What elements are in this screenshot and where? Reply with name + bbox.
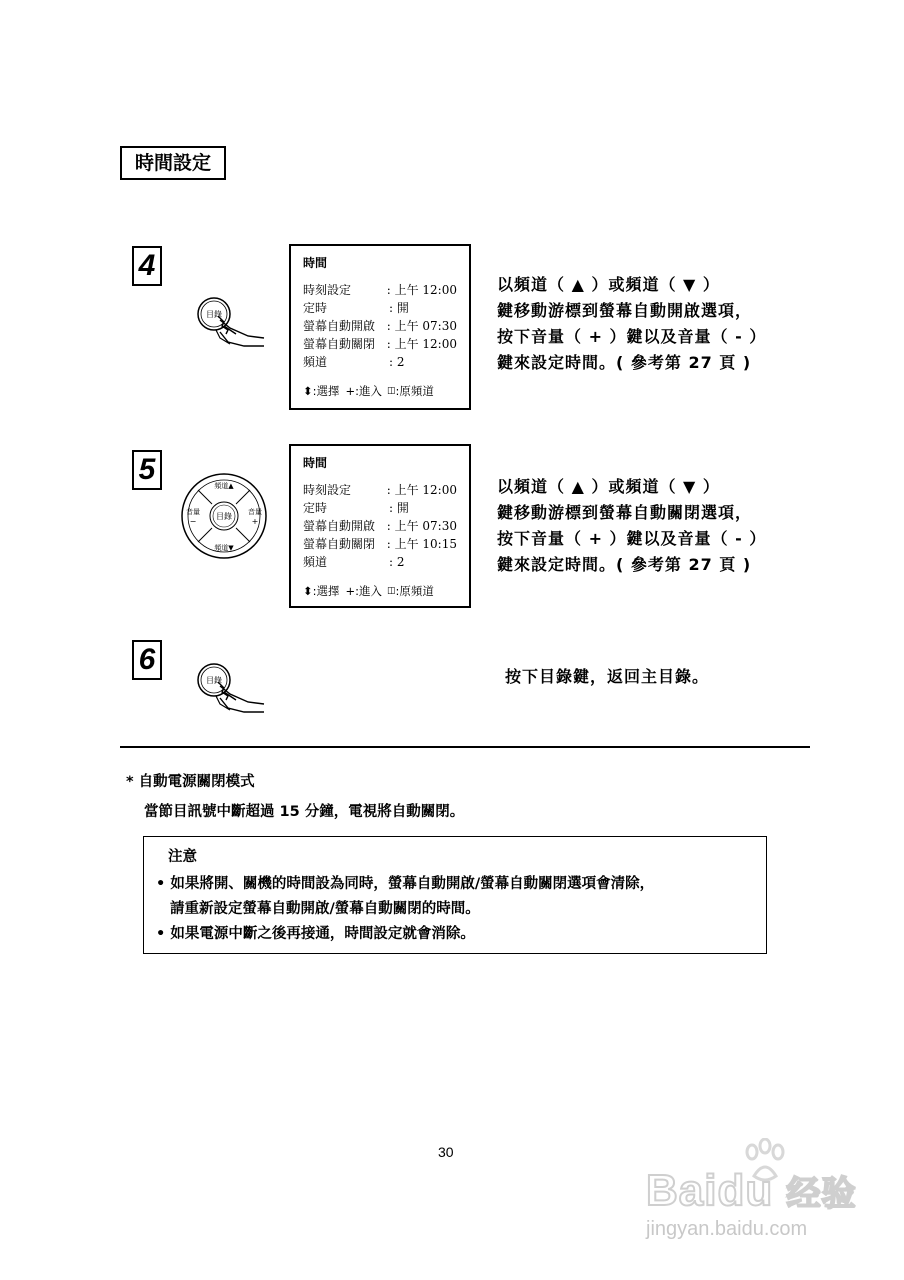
up-down-icon: ⬍: [303, 384, 313, 398]
step-5-description: 以頻道（ ▲ ）或頻道（ ▼ ） 鍵移動游標到螢幕自動關閉選項， 按下音量（ + ）鍵以及音量（ - ） 鍵來設定時間。( 參考第 27 頁 ): [497, 477, 767, 574]
menu-title: 時間: [303, 256, 328, 270]
notice-box: [143, 836, 767, 954]
return-channel-icon: ◫: [387, 386, 396, 396]
menu-footer: ⬍ :選擇 + :進入 ◫ :原頻道: [303, 384, 434, 398]
menu-title: 時間: [303, 456, 328, 470]
notice-title: 注意: [168, 849, 197, 865]
step-6-description: 按下目錄鍵，返回主目錄。: [505, 667, 710, 686]
menu-row: 螢幕自動開啟 : 上午 07:30: [303, 519, 457, 533]
pad-down-label: 頻道▼: [214, 544, 234, 552]
menu-row: 螢幕自動開啟 : 上午 07:30: [303, 319, 457, 333]
pad-right-label: 音量: [248, 508, 262, 516]
menu-footer: ⬍ :選擇 + :進入 ◫ :原頻道: [303, 584, 434, 598]
step-number-5: 5: [132, 450, 162, 490]
step-4-description: 以頻道（ ▲ ）或頻道（ ▼ ） 鍵移動游標到螢幕自動開啟選項， 按下音量（ + ）鍵以及音量（ - ） 鍵來設定時間。( 參考第 27 頁 ): [497, 275, 767, 372]
menu-row: 定時 : 開: [303, 301, 409, 315]
notice-item-continued: 請重新設定螢幕自動開啟/螢幕自動關閉的時間。: [170, 901, 480, 917]
menu-row: 頻道 : 2: [303, 555, 405, 569]
menu-button-press-icon: [190, 656, 270, 718]
step-number-6: 6: [132, 640, 162, 680]
pad-left-label: 音量: [186, 508, 200, 516]
auto-power-title: * 自動電源關閉模式: [126, 774, 255, 790]
up-down-icon: ⬍: [303, 584, 313, 598]
time-menu-step-4: [289, 244, 471, 410]
pad-up-label: 頻道▲: [214, 482, 234, 490]
pad-minus-label: −: [189, 517, 197, 526]
menu-row: 螢幕自動關閉 : 上午 12:00: [303, 337, 457, 351]
watermark-product: 经验: [786, 1174, 857, 1214]
section-divider: [120, 746, 810, 748]
menu-button-label: 目錄: [206, 676, 222, 685]
bullet: •: [156, 876, 166, 892]
menu-row: 頻道 : 2: [303, 355, 405, 369]
return-channel-icon: ◫: [387, 586, 396, 596]
watermark-brand: Baidu: [646, 1166, 774, 1215]
bullet: •: [156, 926, 166, 942]
plus-icon: +: [345, 384, 356, 398]
watermark-url: jingyan.baidu.com: [646, 1218, 808, 1240]
plus-icon: +: [345, 584, 356, 598]
notice-item: • 如果電源中斷之後再接通，時間設定就會消除。: [156, 926, 475, 942]
step-number-4: 4: [132, 246, 162, 286]
watermark: [646, 1138, 876, 1248]
menu-button-press-icon: [190, 290, 270, 352]
pad-plus-label: +: [251, 517, 259, 526]
menu-row: 定時 : 開: [303, 501, 409, 515]
direction-pad-icon: [180, 472, 268, 560]
page-number: 30: [438, 1144, 454, 1160]
menu-row: 時刻設定 : 上午 12:00: [303, 283, 457, 297]
pad-center-label: 目錄: [216, 512, 232, 521]
menu-row: 螢幕自動關閉 : 上午 10:15: [303, 537, 457, 551]
time-menu-step-5: [289, 444, 471, 608]
menu-button-label: 目錄: [206, 310, 222, 319]
auto-power-body: 當節目訊號中斷超過 15 分鐘，電視將自動關閉。: [144, 804, 465, 820]
section-title: 時間設定: [120, 146, 226, 180]
notice-item: • 如果將開、關機的時間設為同時，螢幕自動開啟/螢幕自動關閉選項會清除，: [156, 876, 655, 892]
menu-row: 時刻設定 : 上午 12:00: [303, 483, 457, 497]
